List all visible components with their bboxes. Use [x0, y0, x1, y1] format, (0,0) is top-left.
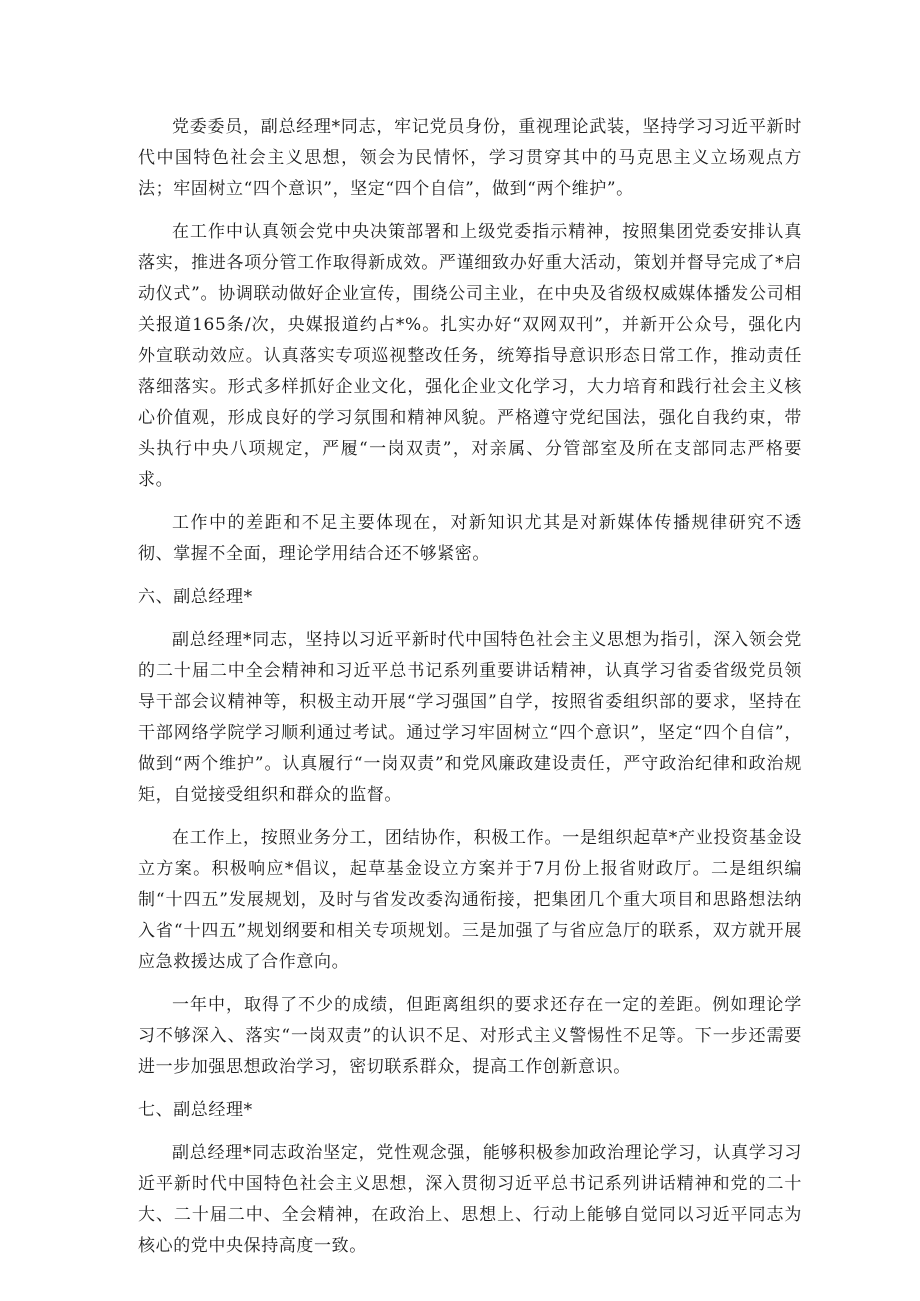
section-heading: 七、副总经理*	[138, 1100, 253, 1120]
paragraph: 在工作上，按照业务分工，团结协作，积极工作。一是组织起草*产业投资基金设立方案。积极响应*倡议，起草基金设立方案并于7月份上报省财政厅。二是组织编制“十四五”发展规划，及时与省发改委沟通衔接，把集团几个重大项目和思路想法纳入省“十四五”规划纲要和相关专项规划。三是加强了与省应急厅的联系，双方就开展应急救援达成了合作意向。	[138, 828, 802, 972]
paragraph: 副总经理*同志政治坚定，党性观念强，能够积极参加政治理论学习，认真学习习近平新时代中国特色社会主义思想，深入贯彻习近平总书记系列讲话精神和党的二十大、二十届二中、全会精神，在政治上、思想上、行动上能够自觉同以习近平同志为核心的党中央保持高度一致。	[138, 1143, 802, 1256]
paragraph: 党委委员，副总经理*同志，牢记党员身份，重视理论武装，坚持学习习近平新时代中国特色社会主义思想，领会为民情怀，学习贯穿其中的马克思主义立场观点方法；牢固树立“四个意识”，坚定“四个自信”，做到“两个维护”。	[138, 117, 802, 199]
document-body	[138, 112, 802, 1274]
paragraph: 一年中，取得了不少的成绩，但距离组织的要求还存在一定的差距。例如理论学习不够深入、落实“一岗双责”的认识不足、对形式主义警惕性不足等。下一步还需要进一步加强思想政治学习，密切联系群众，提高工作创新意识。	[138, 995, 802, 1077]
section-heading: 六、副总经理*	[138, 587, 253, 607]
paragraph: 副总经理*同志，坚持以习近平新时代中国特色社会主义思想为指引，深入领会党的二十届二中全会精神和习近平总书记系列重要讲话精神，认真学习省委省级党员领导干部会议精神等，积极主动开展“学习强国”自学，按照省委组织部的要求，坚持在干部网络学院学习顺利通过考试。通过学习牢固树立“四个意识”，坚定“四个自信”，做到“两个维护”。认真履行“一岗双责”和党风廉政建设责任，严守政治纪律和政治规矩，自觉接受组织和群众的监督。	[138, 630, 802, 805]
paragraph: 工作中的差距和不足主要体现在，对新知识尤其是对新媒体传播规律研究不透彻、掌握不全面，理论学用结合还不够紧密。	[138, 513, 802, 564]
paragraph: 在工作中认真领会党中央决策部署和上级党委指示精神，按照集团党委安排认真落实，推进各项分管工作取得新成效。严谨细致办好重大活动，策划并督导完成了*启动仪式”。协调联动做好企业宣传，围绕公司主业，在中央及省级权威媒体播发公司相关报道165条/次，央媒报道约占*%。扎实办好“双网双刊”，并新开公众号，强化内外宣联动效应。认真落实专项巡视整改任务，统筹指导意识形态日常工作，推动责任落细落实。形式多样抓好企业文化，强化企业文化学习，大力培育和践行社会主义核心价值观，形成良好的学习氛围和精神风貌。严格遵守党纪国法，强化自我约束，带头执行中央八项规定，严履“一岗双责”，对亲属、分管部室及所在支部同志严格要求。	[138, 222, 802, 490]
